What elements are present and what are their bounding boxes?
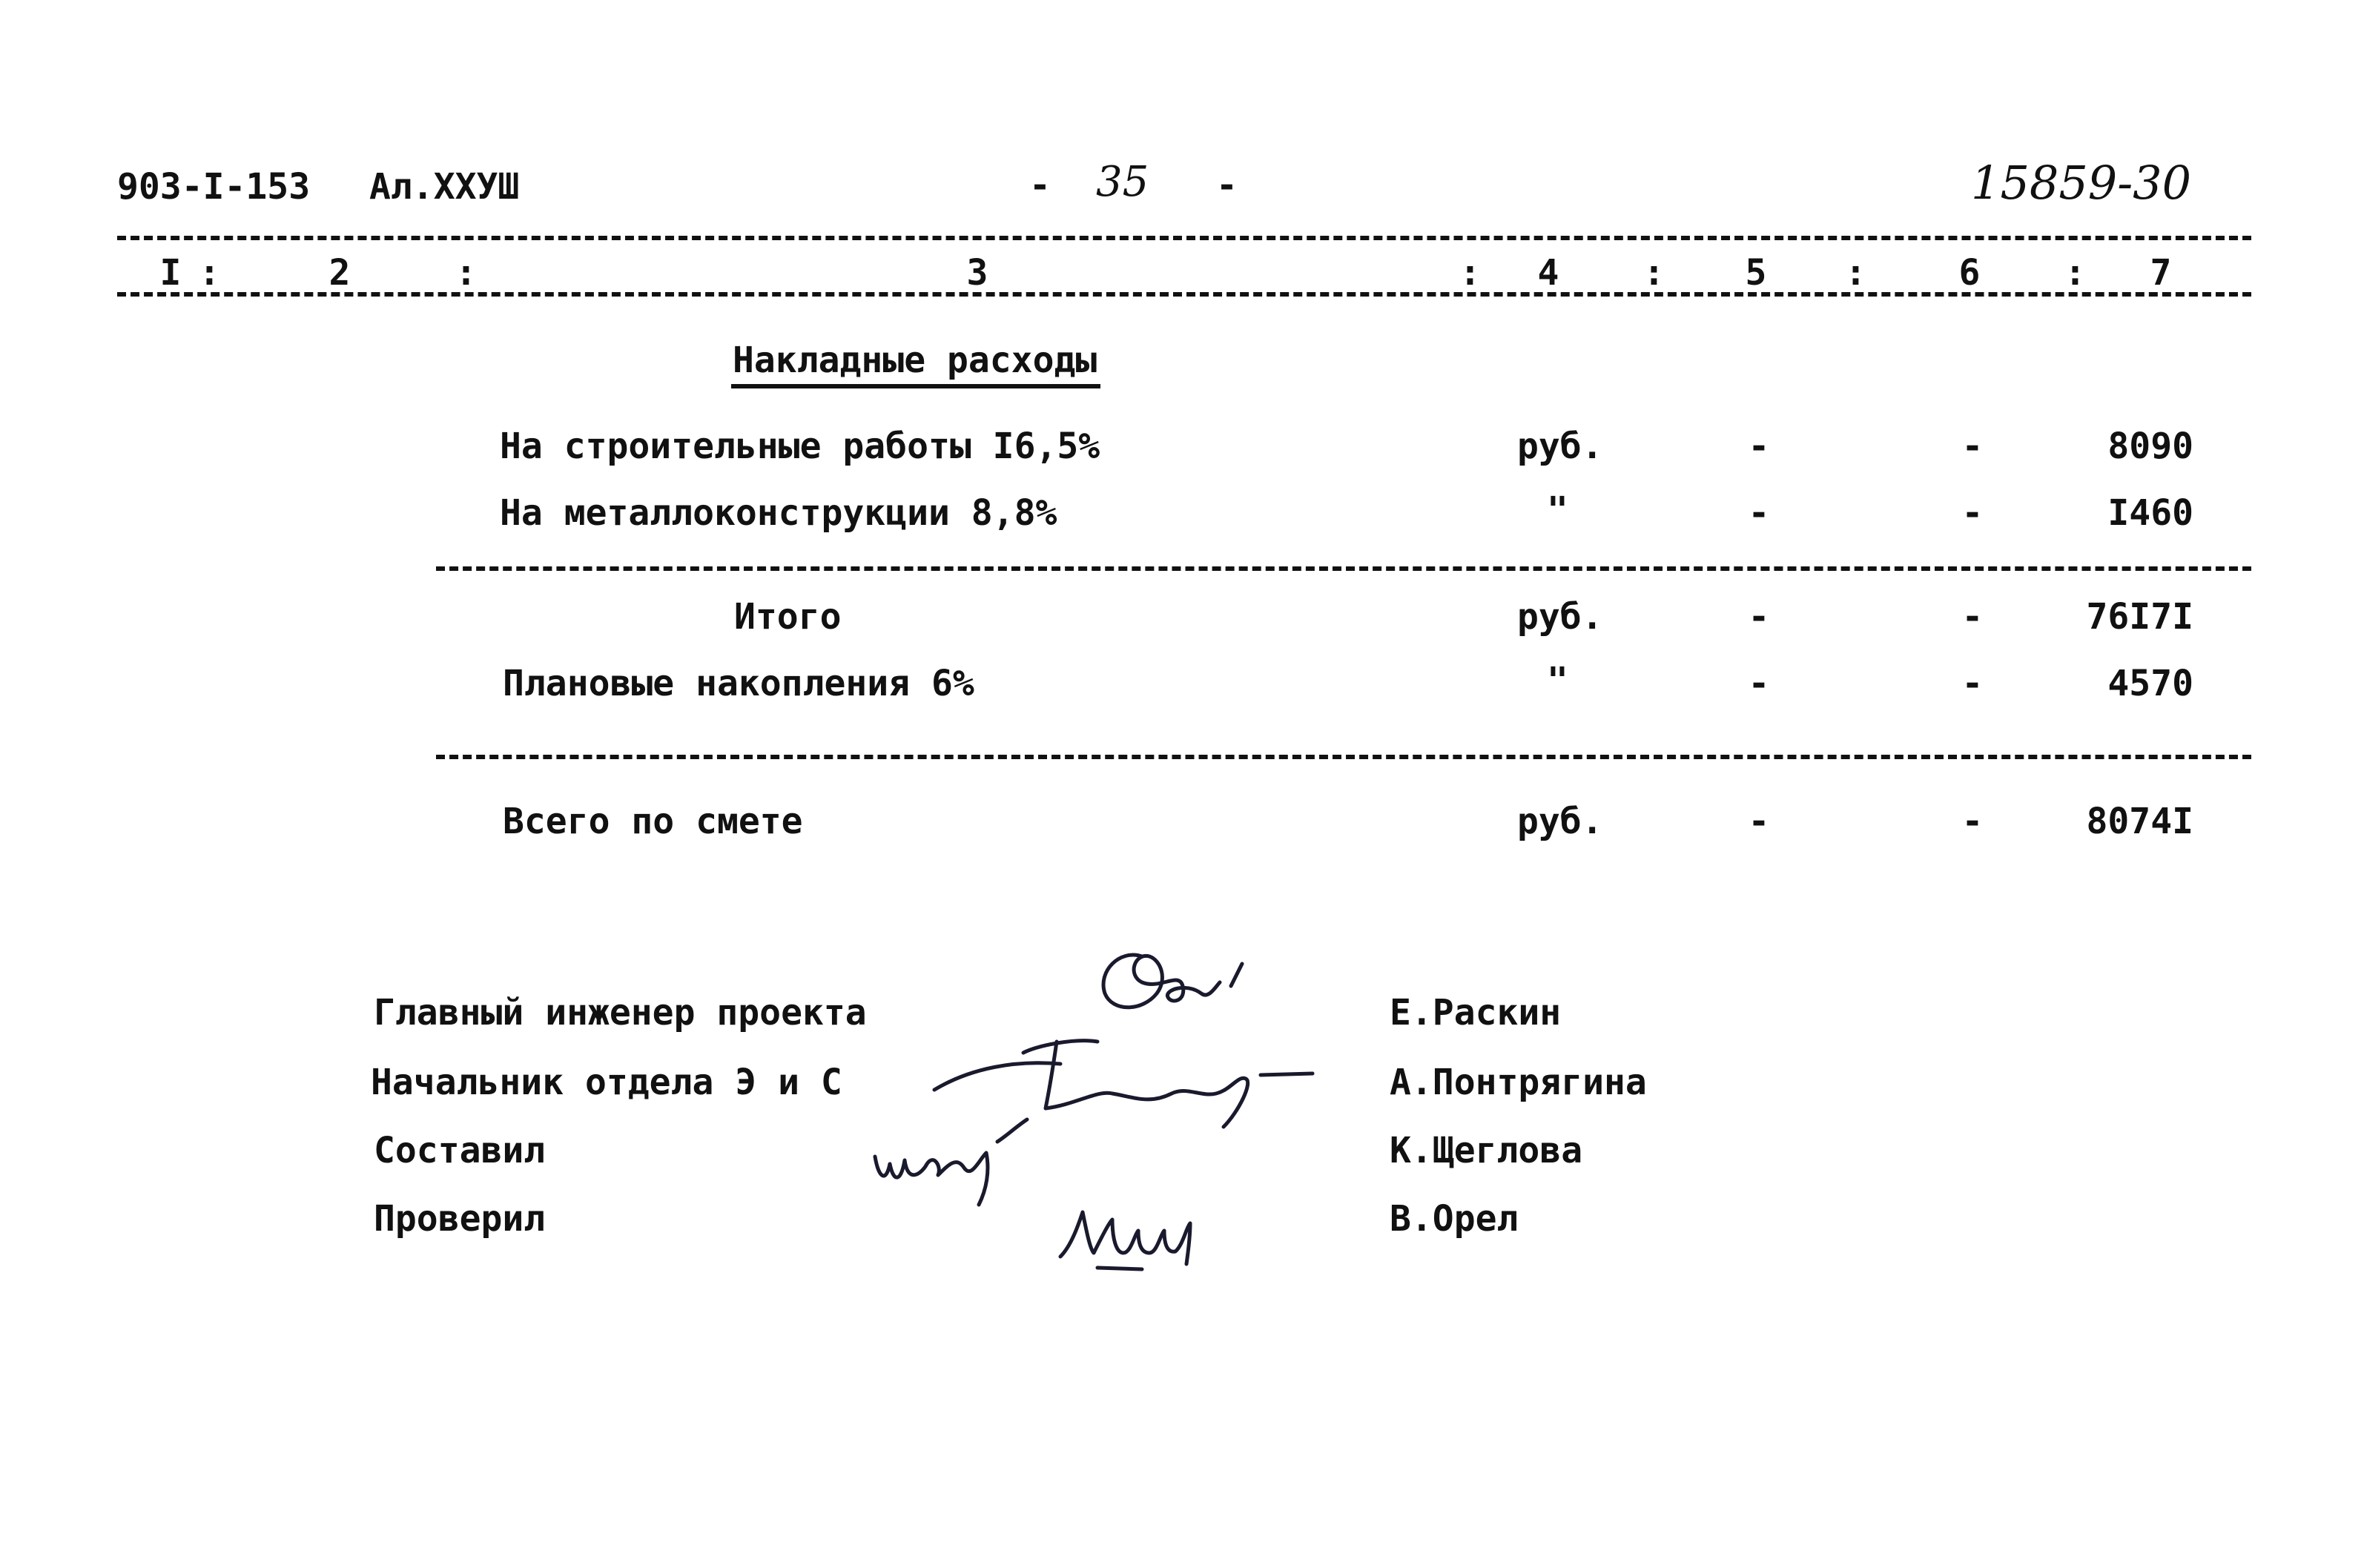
signature-name: Е.Раскин — [1390, 992, 1562, 1033]
row-col6: - — [1961, 426, 1984, 467]
column-separator: : — [455, 252, 477, 294]
signature-role: Составил — [374, 1130, 546, 1171]
section-title: Накладные расходы — [733, 340, 1097, 381]
grand-total-value: 8074I — [2086, 801, 2193, 842]
page-number-dash-left: - — [1029, 165, 1051, 206]
row-unit: руб. — [1517, 426, 1603, 467]
column-number-3: 3 — [966, 252, 988, 294]
handwritten-signature — [868, 1112, 1038, 1208]
header-top-dashed-line — [117, 236, 2251, 240]
savings-col5: - — [1748, 663, 1770, 704]
savings-value: 4570 — [2107, 663, 2193, 704]
total-col6: - — [1961, 596, 1984, 638]
signature-name: В.Орел — [1390, 1198, 1519, 1240]
total-value: 76I7I — [2086, 596, 2193, 638]
header-bottom-dashed-line — [117, 292, 2251, 297]
row-col5: - — [1748, 426, 1770, 467]
subtotal-dashed-line — [436, 566, 2251, 571]
savings-name: Плановые накопления 6% — [503, 663, 974, 704]
album-number: Ал.XXУШ — [369, 166, 520, 208]
total-name: Итого — [734, 596, 842, 638]
signature-name: А.Понтрягина — [1390, 1062, 1647, 1103]
section-title-underline — [731, 384, 1100, 388]
signature-role: Главный инженер проекта — [374, 992, 867, 1033]
savings-col6: - — [1961, 663, 1984, 704]
column-number-5: 5 — [1745, 252, 1767, 294]
column-number-4: 4 — [1537, 252, 1559, 294]
grand-total-dashed-line — [436, 755, 2251, 759]
signature-name: К.Щеглова — [1390, 1130, 1583, 1171]
column-separator: : — [1845, 252, 1866, 294]
column-number-1: I — [159, 252, 182, 294]
column-number-7: 7 — [2150, 252, 2172, 294]
grand-total-col6: - — [1961, 801, 1984, 842]
grand-total-unit: руб. — [1517, 801, 1603, 842]
total-col5: - — [1748, 596, 1770, 638]
grand-total-col5: - — [1748, 801, 1770, 842]
doc-code: 903-I-153 — [117, 166, 311, 208]
handwritten-signature — [1090, 942, 1268, 1031]
row-name: На строительные работы I6,5% — [500, 426, 1100, 467]
row-value: 8090 — [2107, 426, 2193, 467]
row-col6: - — [1961, 492, 1984, 534]
page-number: 35 — [1096, 158, 1149, 206]
row-name: На металлоконструкции 8,8% — [500, 492, 1057, 534]
column-separator: : — [2064, 252, 2086, 294]
handwritten-signature — [1053, 1194, 1216, 1275]
signature-role: Проверил — [374, 1198, 546, 1240]
column-separator: : — [1459, 252, 1481, 294]
inventory-number: 15859-30 — [1971, 156, 2192, 210]
signature-role: Начальник отдела Э и С — [371, 1062, 842, 1103]
savings-unit: " — [1547, 660, 1568, 701]
column-number-6: 6 — [1958, 252, 1981, 294]
row-value: I460 — [2107, 492, 2193, 534]
total-unit: руб. — [1517, 596, 1603, 638]
row-col5: - — [1748, 492, 1770, 534]
row-unit: " — [1547, 489, 1568, 531]
column-separator: : — [1643, 252, 1665, 294]
page-number-dash-right: - — [1216, 165, 1238, 206]
column-separator: : — [199, 252, 220, 294]
column-number-2: 2 — [328, 252, 351, 294]
grand-total-name: Всего по смете — [503, 801, 803, 842]
